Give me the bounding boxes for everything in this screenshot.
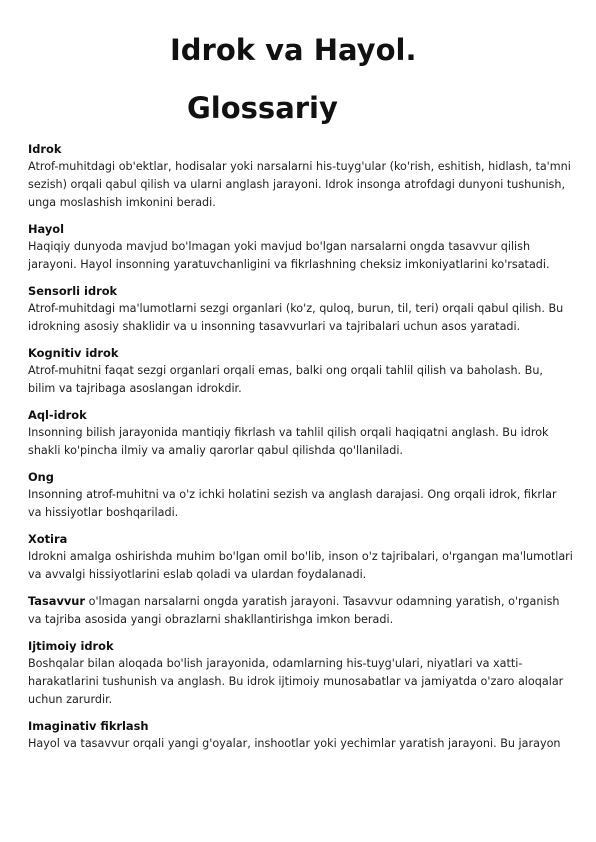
glossary-entry xyxy=(28,344,573,398)
glossary-entry xyxy=(28,717,573,753)
glossary-entry xyxy=(28,637,573,709)
glossary-entry xyxy=(28,468,573,522)
glossary-term: Kognitiv idrok xyxy=(28,346,119,360)
glossary-entry xyxy=(28,406,573,460)
glossary-definition: Insonning atrof-muhitni va o'z ichki holatini sezish va anglash darajasi. Ong orqali idrok, fikrlar va hissiyotlar boshqariladi. xyxy=(28,488,557,519)
glossary-entry xyxy=(28,220,573,274)
glossary-definition: Insonning bilish jarayonida mantiqiy fikrlash va tahlil qilish orqali haqiqatni anglash. Bu idrok shakli ko'pincha ilmiy va amaliy qarorlar qabul qilishda qo'llaniladi. xyxy=(28,426,549,457)
glossary-definition: Idrokni amalga oshirishda muhim bo'lgan omil bo'lib, inson o'z tajribalari, o'rgangan ma'lumotlari va avvalgi hissiyotlarini eslab qoladi va ulardan foydalanadi. xyxy=(28,550,573,581)
glossary-term: Imaginativ fikrlash xyxy=(28,719,149,733)
glossary-definition: Atrof-muhitdagi ob'ektlar, hodisalar yoki narsalarni his-tuyg'ular (ko'rish, eshitish, hidlash, ta'mni sezish) orqali qabul qilish va ularni anglash jarayoni. Idrok insonga atrofdagi dunyoni tushunish, unga moslashish imkonini beradi. xyxy=(28,160,571,209)
glossary-entry xyxy=(28,530,573,584)
glossary-entry xyxy=(28,140,573,212)
glossary-term: Xotira xyxy=(28,532,68,546)
glossary-definition: Atrof-muhitdagi ma'lumotlarni sezgi organlari (ko'z, quloq, burun, til, teri) orqali qabul qilish. Bu idrokning asosiy shaklidir va u insonning tasavvurlari va tajribalari uchun asos yaratadi. xyxy=(28,302,564,333)
glossary-term: Hayol xyxy=(28,222,65,236)
glossary-list xyxy=(28,140,573,761)
glossary-term: Aql-idrok xyxy=(28,408,87,422)
glossary-term: Sensorli idrok xyxy=(28,284,118,298)
glossary-entry xyxy=(28,282,573,336)
glossary-definition: Haqiqiy dunyoda mavjud bo'lmagan yoki mavjud bo'lgan narsalarni ongda tasavvur qilish jarayoni. Hayol insonning yaratuvchanligini va fikrlashning cheksiz imkoniyatlarini ko'rsatadi. xyxy=(28,240,550,271)
glossary-definition: o'lmagan narsalarni ongda yaratish jarayoni. Tasavvur odamning yaratish, o'rganish va tajriba asosida yangi obrazlarni shakllantirishga imkon beradi. xyxy=(28,595,560,626)
document-title: Idrok va Hayol. xyxy=(170,33,417,67)
glossary-entry xyxy=(28,592,573,629)
glossary-term: Tasavvur xyxy=(28,594,86,608)
glossary-definition: Atrof-muhitni faqat sezgi organlari orqali emas, balki ong orqali tahlil qilish va baholash. Bu, bilim va tajribaga asoslangan idrokdir. xyxy=(28,364,543,395)
glossary-term: Ong xyxy=(28,470,54,484)
glossary-term: Idrok xyxy=(28,142,62,156)
document-subtitle: Glossariy xyxy=(187,91,338,125)
glossary-term: Ijtimoiy idrok xyxy=(28,639,114,653)
glossary-definition: Boshqalar bilan aloqada bo'lish jarayonida, odamlarning his-tuyg'ulari, niyatlari va xatti-harakatlarini tushunish va anglash. Bu idrok ijtimoiy munosabatlar va jamiyatda o'zaro aloqalar uchun zarurdir. xyxy=(28,657,564,706)
glossary-definition: Hayol va tasavvur orqali yangi g'oyalar, inshootlar yoki yechimlar yaratish jarayoni. Bu jarayon xyxy=(28,737,561,750)
